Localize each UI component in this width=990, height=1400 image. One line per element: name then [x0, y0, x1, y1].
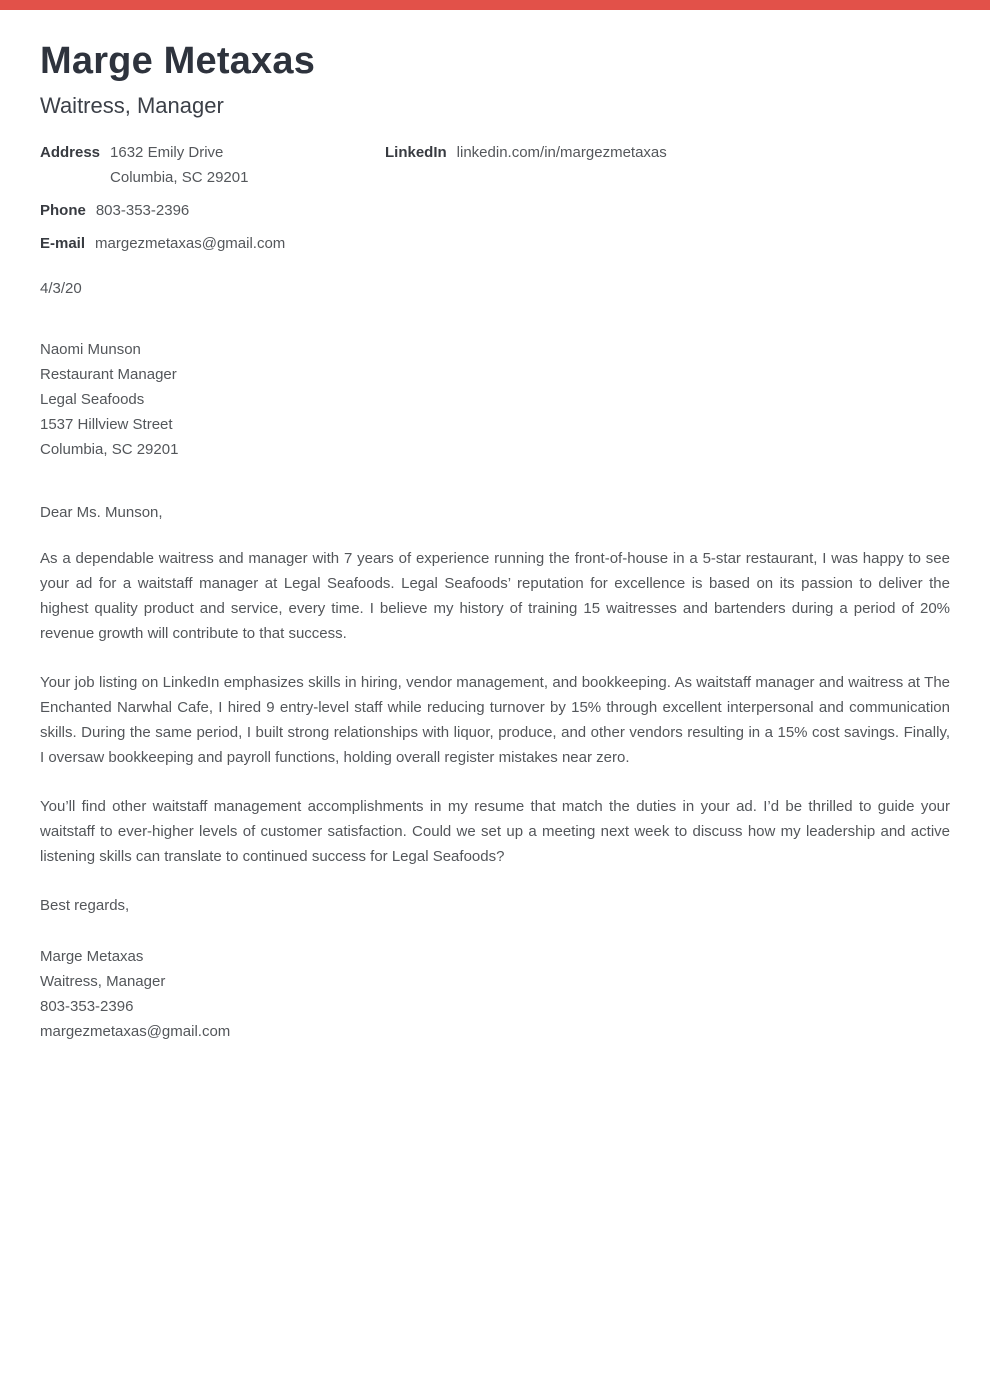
paragraph-1: As a dependable waitress and manager with 7 years of experience running the front-of-house in a 5-star restaurant, I was happy to see your ad for a waitstaff manager at Legal Seafoods. Legal Seafoods’ reputation for excellence is based on its passion to deliver the highest quality product and service, every time. I believe my history of training 15 waitresses and bartenders during a period of 20% revenue growth will contribute to that success.: [40, 550, 950, 642]
paragraph-3: You’ll find other waitstaff management accomplishments in my resume that match the duties in your ad. I’d be thrilled to guide your waitstaff to ever-higher levels of customer satisfaction. Could we set up a meeting next week to discuss how my leadership and active listening skills can translate to continued success for Legal Seafoods?: [40, 798, 950, 865]
linkedin-value: linkedin.com/in/margezmetaxas: [456, 144, 667, 161]
recipient-block: [40, 337, 950, 462]
signature-name: Marge Metaxas: [40, 948, 144, 965]
sender-job-title: Waitress, Manager: [40, 93, 224, 118]
email-label: E-mail: [40, 235, 86, 252]
contact-email: [40, 231, 385, 256]
contact-linkedin: [385, 140, 950, 165]
closing-line: Best regards,: [40, 897, 130, 914]
address-label: Address: [40, 144, 101, 161]
recipient-title: Restaurant Manager: [40, 366, 177, 383]
contact-section: [40, 140, 950, 256]
recipient-company: Legal Seafoods: [40, 391, 145, 408]
letter-body: [0, 41, 990, 1044]
salutation: Dear Ms. Munson,: [40, 504, 163, 521]
signature-phone: 803-353-2396: [40, 998, 134, 1015]
sender-name: Marge Metaxas: [40, 40, 316, 82]
recipient-city: Columbia, SC 29201: [40, 441, 179, 458]
linkedin-label: LinkedIn: [385, 144, 447, 161]
phone-value: 803-353-2396: [95, 202, 190, 219]
contact-phone: [40, 198, 385, 223]
address-line-2: Columbia, SC 29201: [110, 169, 249, 186]
signature-block: [40, 944, 950, 1044]
letter-date: 4/3/20: [40, 280, 82, 297]
recipient-name: Naomi Munson: [40, 341, 141, 358]
email-value: margezmetaxas@gmail.com: [95, 235, 286, 252]
signature-title: Waitress, Manager: [40, 973, 166, 990]
signature-email: margezmetaxas@gmail.com: [40, 1023, 231, 1040]
contact-right-column: [385, 140, 950, 256]
paragraph-2: Your job listing on LinkedIn emphasizes skills in hiring, vendor management, and bookkeeping. As waitstaff manager and waitress at The Enchanted Narwhal Cafe, I hired 9 entry-level staff while reducing turnover by 15% through excellent interpersonal and communication skills. During the same period, I built strong relationships with liquor, produce, and other vendors resulting in a 15% cost savings. Finally, I oversaw bookkeeping and payroll functions, holding overall register mistakes near zero.: [40, 674, 950, 766]
recipient-street: 1537 Hillview Street: [40, 416, 173, 433]
address-line-1: 1632 Emily Drive: [110, 144, 224, 161]
address-value: [110, 140, 248, 190]
accent-bar: [0, 0, 990, 10]
phone-label: Phone: [40, 202, 86, 219]
contact-address: [40, 140, 385, 190]
contact-left-column: [40, 140, 385, 256]
